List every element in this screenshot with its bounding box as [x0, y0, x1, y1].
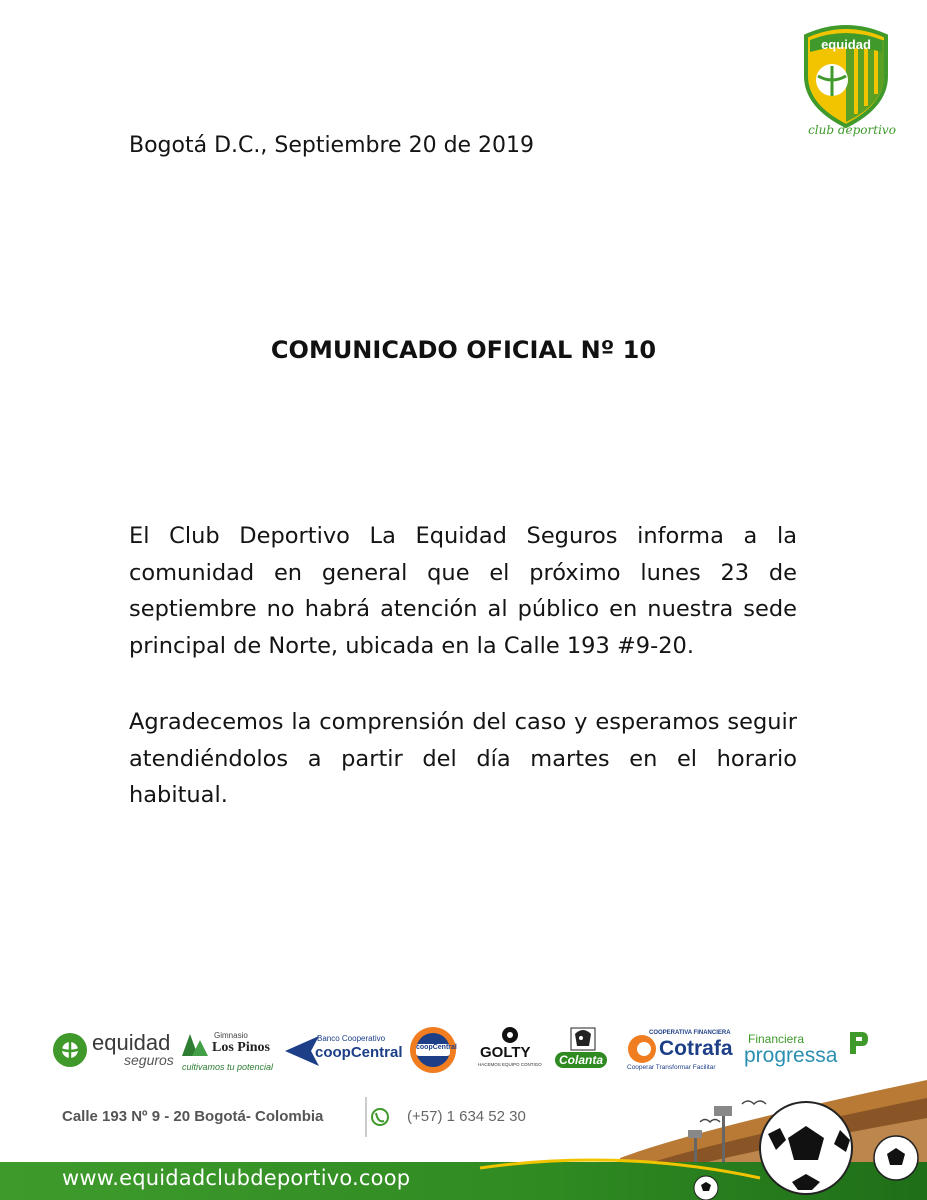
letter-date: Bogotá D.C., Septiembre 20 de 2019	[129, 133, 535, 158]
crest-top-text: equidad	[821, 37, 871, 52]
soccer-ball-icon	[874, 1136, 918, 1180]
phone-icon	[362, 1097, 392, 1137]
letter-title: COMUNICADO OFICIAL Nº 10	[270, 336, 657, 364]
equidad-logo-icon	[52, 1032, 88, 1068]
club-crest-logo	[800, 18, 896, 137]
sponsor-name: progressa	[744, 1044, 838, 1067]
sponsor-name: coopCentral	[315, 1044, 403, 1061]
letter-paragraph: Agradecemos la comprensión del caso y esperamos seguir atendiéndolos a partir del día martes en el horario habitual.	[129, 709, 797, 808]
bird-icon	[742, 1101, 766, 1104]
sponsor-coopcentral-badge	[406, 1022, 462, 1076]
sponsor-equidad-seguros	[52, 1022, 176, 1076]
sponsor-pre: Banco Cooperativo	[317, 1034, 386, 1043]
sponsor-sub: seguros	[124, 1052, 174, 1068]
sponsor-name: equidad	[92, 1030, 171, 1055]
colanta-cow-icon	[571, 1028, 595, 1050]
coopcentral-arrow-icon	[285, 1034, 319, 1068]
sponsor-tagline: HACEMOS EQUIPO CONTIGO	[478, 1062, 542, 1067]
sponsor-name: GOLTY	[480, 1044, 531, 1061]
sponsor-tagline: cultivamos tu potencial	[182, 1062, 274, 1072]
soccer-ball-icon	[694, 1176, 718, 1200]
bird-icon	[700, 1120, 720, 1123]
badge-name: coopCentral	[416, 1044, 457, 1051]
sponsor-tagline: Cooperar Transformar Facilitar	[627, 1064, 716, 1071]
cotrafa-c-icon	[627, 1034, 657, 1064]
sponsor-pre: Gimnasio	[214, 1031, 248, 1040]
letter-paragraph: El Club Deportivo La Equidad Seguros informa a la comunidad en general que el próximo lunes 23 de septiembre no habrá atención al público en nuestra sede principal de Norte, ubicada en la Calle 193 #9-20.	[129, 523, 797, 659]
footer-phone: (+57) 1 634 52 30	[407, 1108, 526, 1125]
sponsor-name: Cotrafa	[659, 1037, 733, 1060]
footer-address: Calle 193 Nº 9 - 20 Bogotá- Colombia	[62, 1108, 324, 1125]
sponsor-progressa	[744, 1022, 874, 1076]
sponsor-los-pinos	[182, 1022, 278, 1076]
progressa-p-icon	[848, 1030, 870, 1056]
sponsor-cotrafa	[627, 1022, 735, 1076]
footer-website-link[interactable]: www.equidadclubdeportivo.coop	[62, 1166, 411, 1190]
pine-trees-icon	[182, 1032, 208, 1058]
sponsor-name: Colanta	[555, 1052, 607, 1068]
crest-bottom-text: club deportivo	[808, 123, 896, 137]
sponsor-coopcentral	[285, 1022, 403, 1076]
sponsor-pre: COOPERATIVA FINANCIERA	[649, 1030, 731, 1036]
golty-ball-icon	[500, 1026, 520, 1044]
sponsor-pre: Financiera	[748, 1032, 805, 1046]
sponsor-golty	[478, 1022, 542, 1076]
soccer-ball-icon	[760, 1102, 852, 1194]
sponsor-colanta	[555, 1022, 613, 1076]
sponsor-name: Los Pinos	[212, 1040, 270, 1055]
